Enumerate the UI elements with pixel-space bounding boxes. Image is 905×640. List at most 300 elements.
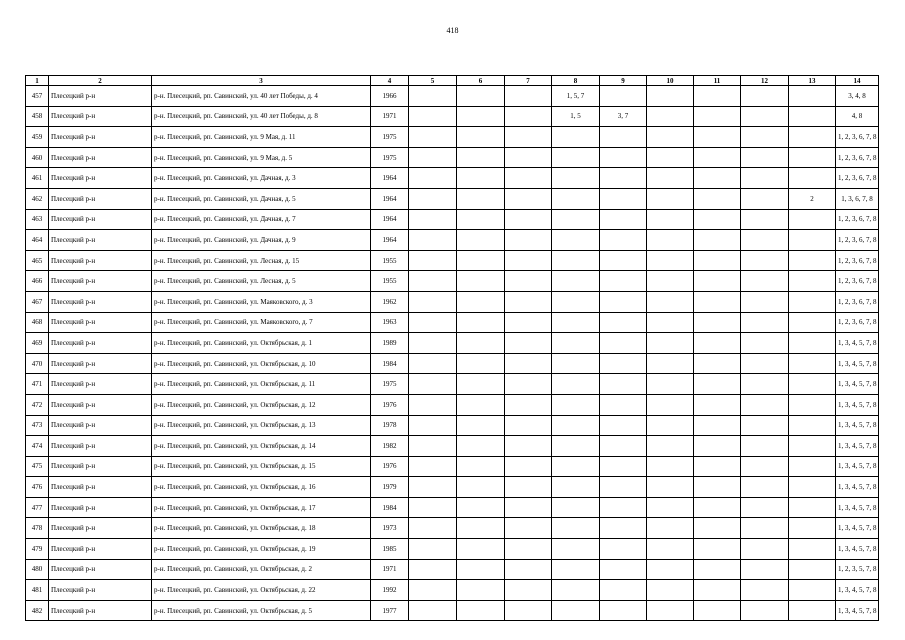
table-cell-col-4: 1984 [371,353,409,374]
table-cell-col-13 [789,127,836,148]
table-cell-col-12 [741,518,789,539]
table-cell-col-1: 476 [26,477,49,498]
table-cell-col-13 [789,559,836,580]
table-cell-col-14: 1, 2, 3, 6, 7, 8 [836,312,879,333]
table-cell-col-6 [457,353,505,374]
table-cell-col-12 [741,333,789,354]
table-cell-col-1: 472 [26,394,49,415]
table-cell-col-12 [741,271,789,292]
table-cell-col-12 [741,312,789,333]
table-cell-col-13 [789,477,836,498]
table-cell-col-4: 1964 [371,209,409,230]
table-row [26,106,879,127]
table-cell-col-13 [789,600,836,621]
table-cell-col-14: 3, 4, 8 [836,86,879,107]
table-cell-col-11 [694,106,741,127]
table-cell-col-8 [552,168,600,189]
table-cell-col-1: 457 [26,86,49,107]
table-cell-col-7 [505,147,552,168]
table-cell-col-6 [457,230,505,251]
table-cell-col-11 [694,168,741,189]
table-cell-col-3: р-н. Плесецкий, рп. Савинский, ул. Лесная, д. 5 [152,271,371,292]
table-row [26,477,879,498]
table-cell-col-9 [600,209,647,230]
table-cell-col-1: 481 [26,580,49,601]
table-cell-col-8 [552,147,600,168]
table-cell-col-6 [457,456,505,477]
table-row [26,230,879,251]
table-cell-col-1: 458 [26,106,49,127]
table-cell-col-7 [505,436,552,457]
table-cell-col-8 [552,456,600,477]
table-cell-col-9 [600,353,647,374]
table-cell-col-10 [647,147,694,168]
table-cell-col-12 [741,188,789,209]
table-cell-col-4: 1982 [371,436,409,457]
table-cell-col-13 [789,209,836,230]
table-cell-col-11 [694,147,741,168]
table-cell-col-10 [647,312,694,333]
table-cell-col-8 [552,333,600,354]
table-cell-col-11 [694,477,741,498]
table-cell-col-2: Плесецкий р-н [49,168,152,189]
table-cell-col-10 [647,497,694,518]
table-cell-col-6 [457,333,505,354]
table-cell-col-12 [741,456,789,477]
table-cell-col-6 [457,374,505,395]
table-cell-col-5 [409,250,457,271]
table-cell-col-6 [457,415,505,436]
table-cell-col-6 [457,580,505,601]
table-cell-col-13 [789,147,836,168]
table-cell-col-4: 1973 [371,518,409,539]
table-cell-col-4: 1976 [371,456,409,477]
table-cell-col-13 [789,580,836,601]
table-cell-col-10 [647,86,694,107]
table-cell-col-13 [789,456,836,477]
table-cell-col-8 [552,436,600,457]
table-cell-col-8 [552,497,600,518]
table-cell-col-11 [694,209,741,230]
table-cell-col-4: 1977 [371,600,409,621]
table-cell-col-3: р-н. Плесецкий, рп. Савинский, ул. Октябрьская, д. 1 [152,333,371,354]
table-cell-col-11 [694,600,741,621]
table-cell-col-5 [409,209,457,230]
table-cell-col-5 [409,559,457,580]
table-cell-col-5 [409,230,457,251]
table-cell-col-5 [409,477,457,498]
table-cell-col-9 [600,477,647,498]
table-cell-col-12 [741,147,789,168]
table-cell-col-2: Плесецкий р-н [49,291,152,312]
table-cell-col-11 [694,333,741,354]
table-cell-col-5 [409,456,457,477]
table-cell-col-6 [457,271,505,292]
table-cell-col-1: 471 [26,374,49,395]
table-cell-col-2: Плесецкий р-н [49,86,152,107]
table-cell-col-14: 1, 2, 3, 6, 7, 8 [836,230,879,251]
table-cell-col-2: Плесецкий р-н [49,518,152,539]
table-cell-col-13 [789,374,836,395]
table-cell-col-3: р-н. Плесецкий, рп. Савинский, ул. Октябрьская, д. 2 [152,559,371,580]
table-cell-col-9 [600,497,647,518]
table-cell-col-1: 477 [26,497,49,518]
column-header-8: 8 [552,76,600,86]
table-cell-col-7 [505,374,552,395]
table-cell-col-4: 1964 [371,230,409,251]
table-cell-col-6 [457,86,505,107]
table-cell-col-7 [505,559,552,580]
table-cell-col-10 [647,230,694,251]
table-cell-col-11 [694,291,741,312]
table-cell-col-2: Плесецкий р-н [49,188,152,209]
table-cell-col-3: р-н. Плесецкий, рп. Савинский, ул. Дачная, д. 5 [152,188,371,209]
table-cell-col-6 [457,559,505,580]
table-cell-col-7 [505,333,552,354]
table-row [26,580,879,601]
table-row [26,436,879,457]
table-cell-col-13 [789,312,836,333]
table-cell-col-10 [647,209,694,230]
table-cell-col-2: Плесецкий р-н [49,353,152,374]
table-cell-col-8 [552,127,600,148]
table-cell-col-11 [694,580,741,601]
table-cell-col-10 [647,580,694,601]
table-cell-col-8 [552,518,600,539]
table-cell-col-10 [647,271,694,292]
table-cell-col-6 [457,436,505,457]
table-cell-col-4: 1971 [371,106,409,127]
table-cell-col-2: Плесецкий р-н [49,250,152,271]
table-cell-col-1: 463 [26,209,49,230]
table-cell-col-9 [600,271,647,292]
table-cell-col-7 [505,230,552,251]
table-cell-col-8 [552,250,600,271]
table-cell-col-11 [694,436,741,457]
table-row [26,271,879,292]
table-cell-col-12 [741,209,789,230]
table-cell-col-8 [552,374,600,395]
table-cell-col-5 [409,600,457,621]
table-cell-col-14: 1, 3, 4, 5, 7, 8 [836,456,879,477]
table-cell-col-7 [505,250,552,271]
table-cell-col-6 [457,127,505,148]
table-cell-col-7 [505,291,552,312]
table-cell-col-12 [741,374,789,395]
table-cell-col-9 [600,394,647,415]
table-cell-col-2: Плесецкий р-н [49,230,152,251]
table-cell-col-13 [789,271,836,292]
table-cell-col-6 [457,312,505,333]
table-cell-col-6 [457,147,505,168]
table-cell-col-2: Плесецкий р-н [49,147,152,168]
table-cell-col-5 [409,86,457,107]
table-cell-col-3: р-н. Плесецкий, рп. Савинский, ул. Октябрьская, д. 13 [152,415,371,436]
table-row [26,291,879,312]
table-cell-col-6 [457,209,505,230]
table-cell-col-6 [457,188,505,209]
table-cell-col-9 [600,580,647,601]
table-cell-col-9 [600,127,647,148]
table-cell-col-3: р-н. Плесецкий, рп. Савинский, ул. Октябрьская, д. 14 [152,436,371,457]
table-cell-col-2: Плесецкий р-н [49,127,152,148]
table-cell-col-8 [552,188,600,209]
table-row [26,312,879,333]
table-cell-col-14: 1, 2, 3, 6, 7, 8 [836,271,879,292]
table-cell-col-7 [505,415,552,436]
table-cell-col-3: р-н. Плесецкий, рп. Савинский, ул. Октябрьская, д. 10 [152,353,371,374]
table-cell-col-13 [789,106,836,127]
table-cell-col-8 [552,477,600,498]
column-header-9: 9 [600,76,647,86]
table-cell-col-10 [647,436,694,457]
housing-registry-table [25,75,879,621]
table-row [26,374,879,395]
table-cell-col-6 [457,250,505,271]
table-cell-col-3: р-н. Плесецкий, рп. Савинский, ул. 9 Мая, д. 11 [152,127,371,148]
table-cell-col-14: 1, 3, 4, 5, 7, 8 [836,580,879,601]
table-cell-col-13 [789,436,836,457]
table-cell-col-9 [600,291,647,312]
table-cell-col-1: 467 [26,291,49,312]
table-cell-col-12 [741,291,789,312]
table-cell-col-8 [552,353,600,374]
table-cell-col-4: 1966 [371,86,409,107]
table-cell-col-5 [409,312,457,333]
table-cell-col-1: 465 [26,250,49,271]
table-cell-col-2: Плесецкий р-н [49,394,152,415]
table-cell-col-7 [505,106,552,127]
table-cell-col-8 [552,312,600,333]
table-cell-col-8: 1, 5 [552,106,600,127]
table-cell-col-3: р-н. Плесецкий, рп. Савинский, ул. Октябрьская, д. 22 [152,580,371,601]
table-cell-col-3: р-н. Плесецкий, рп. Савинский, ул. Октябрьская, д. 18 [152,518,371,539]
table-cell-col-8 [552,600,600,621]
table-cell-col-4: 1964 [371,188,409,209]
column-header-2: 2 [49,76,152,86]
table-cell-col-6 [457,477,505,498]
table-cell-col-4: 1955 [371,250,409,271]
table-cell-col-6 [457,106,505,127]
table-cell-col-4: 1964 [371,168,409,189]
table-cell-col-8 [552,394,600,415]
table-cell-col-14: 1, 3, 4, 5, 7, 8 [836,600,879,621]
table-cell-col-7 [505,456,552,477]
table-cell-col-4: 1992 [371,580,409,601]
table-cell-col-1: 459 [26,127,49,148]
table-cell-col-10 [647,127,694,148]
table-cell-col-8: 1, 5, 7 [552,86,600,107]
table-cell-col-1: 473 [26,415,49,436]
table-cell-col-11 [694,497,741,518]
table-cell-col-10 [647,106,694,127]
table-cell-col-12 [741,127,789,148]
table-cell-col-10 [647,188,694,209]
table-cell-col-11 [694,86,741,107]
table-cell-col-5 [409,374,457,395]
table-cell-col-6 [457,394,505,415]
table-cell-col-12 [741,559,789,580]
table-cell-col-14: 1, 3, 4, 5, 7, 8 [836,374,879,395]
table-cell-col-7 [505,394,552,415]
table-cell-col-14: 1, 2, 3, 6, 7, 8 [836,147,879,168]
table-cell-col-4: 1971 [371,559,409,580]
column-header-12: 12 [741,76,789,86]
table-cell-col-7 [505,497,552,518]
table-cell-col-11 [694,353,741,374]
table-cell-col-8 [552,559,600,580]
table-cell-col-5 [409,580,457,601]
table-cell-col-4: 1976 [371,394,409,415]
table-cell-col-5 [409,106,457,127]
table-cell-col-10 [647,291,694,312]
table-cell-col-13 [789,250,836,271]
table-cell-col-5 [409,127,457,148]
table-cell-col-14: 4, 8 [836,106,879,127]
table-row [26,394,879,415]
table-cell-col-5 [409,271,457,292]
column-header-11: 11 [694,76,741,86]
table-row [26,168,879,189]
table-cell-col-6 [457,291,505,312]
table-cell-col-2: Плесецкий р-н [49,209,152,230]
table-cell-col-9 [600,168,647,189]
table-cell-col-6 [457,539,505,560]
table-cell-col-7 [505,168,552,189]
table-cell-col-5 [409,353,457,374]
table-cell-col-12 [741,106,789,127]
table-body [26,86,879,621]
table-cell-col-3: р-н. Плесецкий, рп. Савинский, ул. Лесная, д. 15 [152,250,371,271]
table-cell-col-11 [694,127,741,148]
table-cell-col-13 [789,518,836,539]
table-cell-col-13 [789,353,836,374]
table-cell-col-14: 1, 3, 4, 5, 7, 8 [836,539,879,560]
table-cell-col-14: 1, 3, 4, 5, 7, 8 [836,333,879,354]
table-cell-col-8 [552,539,600,560]
table-cell-col-4: 1978 [371,415,409,436]
table-row [26,86,879,107]
table-cell-col-10 [647,168,694,189]
table-cell-col-2: Плесецкий р-н [49,477,152,498]
table-cell-col-14: 1, 2, 3, 6, 7, 8 [836,168,879,189]
table-cell-col-12 [741,168,789,189]
table-cell-col-5 [409,415,457,436]
table-cell-col-9: 3, 7 [600,106,647,127]
header-row [26,76,879,86]
table-cell-col-3: р-н. Плесецкий, рп. Савинский, ул. 9 Мая, д. 5 [152,147,371,168]
table-cell-col-4: 1989 [371,333,409,354]
table-cell-col-12 [741,394,789,415]
table-cell-col-3: р-н. Плесецкий, рп. Савинский, ул. Маяковского, д. 7 [152,312,371,333]
table-cell-col-12 [741,600,789,621]
table-cell-col-13 [789,497,836,518]
column-header-1: 1 [26,76,49,86]
table-cell-col-10 [647,539,694,560]
table-cell-col-10 [647,518,694,539]
table-cell-col-12 [741,250,789,271]
table-cell-col-1: 482 [26,600,49,621]
column-header-5: 5 [409,76,457,86]
table-cell-col-1: 479 [26,539,49,560]
table-cell-col-10 [647,353,694,374]
table-cell-col-5 [409,168,457,189]
table-cell-col-2: Плесецкий р-н [49,271,152,292]
table-cell-col-14: 1, 3, 6, 7, 8 [836,188,879,209]
table-cell-col-1: 474 [26,436,49,457]
table-cell-col-5 [409,333,457,354]
table-cell-col-9 [600,86,647,107]
table-row [26,127,879,148]
table-cell-col-11 [694,415,741,436]
table-cell-col-4: 1985 [371,539,409,560]
table-cell-col-4: 1955 [371,271,409,292]
table-cell-col-3: р-н. Плесецкий, рп. Савинский, ул. 40 лет Победы, д. 8 [152,106,371,127]
table-cell-col-4: 1984 [371,497,409,518]
table-cell-col-1: 460 [26,147,49,168]
table-cell-col-14: 1, 3, 4, 5, 7, 8 [836,436,879,457]
table-cell-col-5 [409,188,457,209]
table-cell-col-4: 1975 [371,374,409,395]
table-cell-col-2: Плесецкий р-н [49,333,152,354]
table-cell-col-13 [789,291,836,312]
table-cell-col-7 [505,518,552,539]
table-cell-col-12 [741,230,789,251]
table-cell-col-9 [600,333,647,354]
table-cell-col-2: Плесецкий р-н [49,106,152,127]
table-row [26,209,879,230]
table-row [26,333,879,354]
table-row [26,456,879,477]
table-cell-col-14: 1, 2, 3, 6, 7, 8 [836,250,879,271]
table-cell-col-6 [457,168,505,189]
table-cell-col-3: р-н. Плесецкий, рп. Савинский, ул. Октябрьская, д. 17 [152,497,371,518]
table-cell-col-10 [647,477,694,498]
table-cell-col-9 [600,415,647,436]
table-row [26,518,879,539]
table-cell-col-11 [694,518,741,539]
table-cell-col-7 [505,477,552,498]
table-cell-col-13 [789,230,836,251]
table-cell-col-8 [552,230,600,251]
table-row [26,559,879,580]
table-cell-col-6 [457,518,505,539]
table-cell-col-14: 1, 3, 4, 5, 7, 8 [836,415,879,436]
column-header-6: 6 [457,76,505,86]
table-cell-col-14: 1, 2, 3, 6, 7, 8 [836,127,879,148]
column-header-13: 13 [789,76,836,86]
table-cell-col-5 [409,539,457,560]
table-cell-col-11 [694,394,741,415]
table-cell-col-1: 470 [26,353,49,374]
table-cell-col-3: р-н. Плесецкий, рп. Савинский, ул. Дачная, д. 3 [152,168,371,189]
table-cell-col-10 [647,250,694,271]
table-cell-col-3: р-н. Плесецкий, рп. Савинский, ул. Октябрьская, д. 5 [152,600,371,621]
table-cell-col-14: 1, 2, 3, 6, 7, 8 [836,291,879,312]
table-cell-col-5 [409,394,457,415]
table-cell-col-5 [409,147,457,168]
table-cell-col-3: р-н. Плесецкий, рп. Савинский, ул. Дачная, д. 7 [152,209,371,230]
table-cell-col-14: 1, 3, 4, 5, 7, 8 [836,518,879,539]
table-cell-col-1: 468 [26,312,49,333]
table-cell-col-11 [694,250,741,271]
table-cell-col-7 [505,580,552,601]
table-cell-col-1: 466 [26,271,49,292]
table-cell-col-14: 1, 3, 4, 5, 7, 8 [836,497,879,518]
table-cell-col-7 [505,86,552,107]
table-cell-col-14: 1, 3, 4, 5, 7, 8 [836,477,879,498]
table-cell-col-5 [409,291,457,312]
